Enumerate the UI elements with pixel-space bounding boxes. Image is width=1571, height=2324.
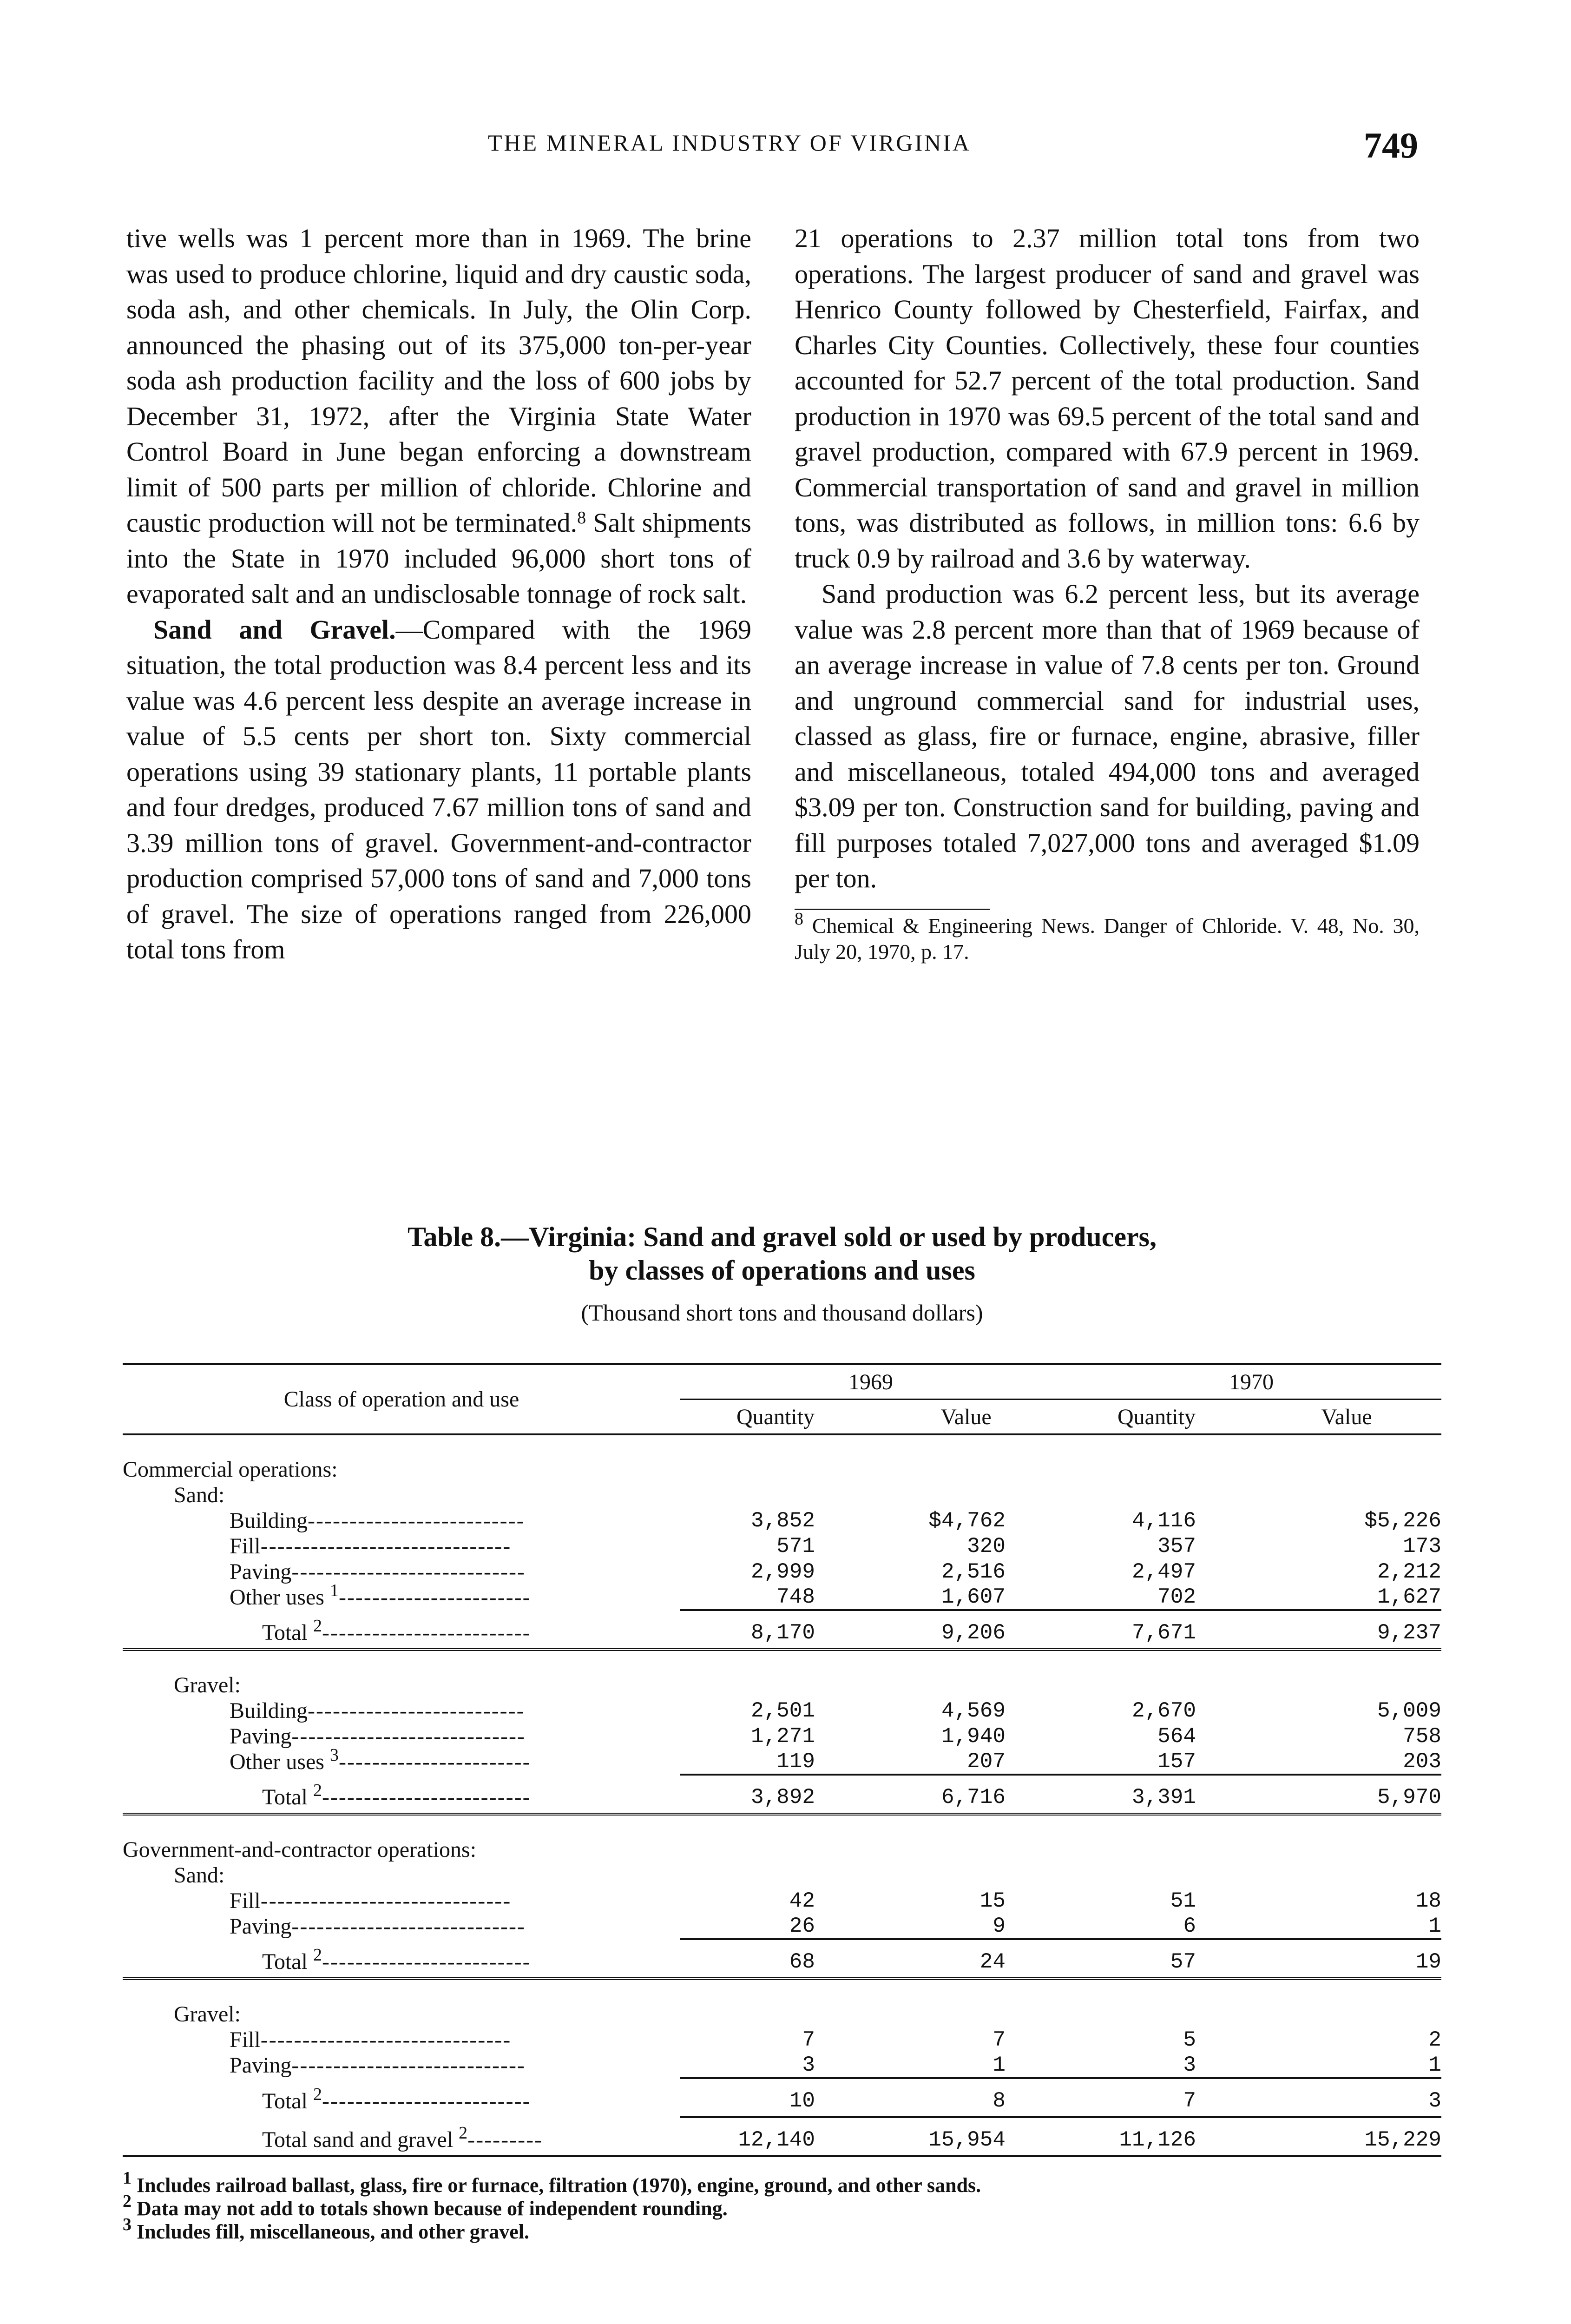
right-column bbox=[795, 221, 1420, 965]
section-row bbox=[123, 1672, 1441, 1698]
section-row bbox=[123, 2001, 1441, 2027]
col-header-value-1970: Value bbox=[1252, 1400, 1441, 1435]
cell: 42 bbox=[789, 1888, 815, 1913]
cell: 2,999 bbox=[750, 1559, 815, 1584]
cell: 5,970 bbox=[1252, 1775, 1441, 1814]
subsection-sand: Sand: bbox=[174, 1863, 225, 1888]
cell: 173 bbox=[1403, 1534, 1441, 1558]
table-row bbox=[123, 2053, 1441, 2078]
cell: $4,762 bbox=[928, 1508, 1006, 1533]
cell: 3,852 bbox=[750, 1508, 815, 1533]
cell: 1 bbox=[1428, 2053, 1441, 2077]
cell: 1,271 bbox=[750, 1724, 815, 1749]
subsection-gravel: Gravel: bbox=[174, 1673, 241, 1697]
cell: 15 bbox=[979, 1888, 1006, 1913]
cell: 5 bbox=[1183, 2027, 1196, 2052]
cell: 203 bbox=[1403, 1749, 1441, 1774]
cell: $5,226 bbox=[1364, 1508, 1441, 1533]
row-label: Paving---------------------------- bbox=[230, 1559, 526, 1584]
section-government: Government-and-contractor operations: bbox=[123, 1837, 477, 1862]
cell: 1,940 bbox=[941, 1724, 1006, 1749]
cell: 8 bbox=[871, 2078, 1061, 2117]
cell: 702 bbox=[1157, 1585, 1196, 1609]
row-label: Total $^2$------------------------- bbox=[262, 2084, 531, 2113]
sand-gravel-table bbox=[123, 1363, 1441, 2160]
cell: 1 bbox=[1428, 1914, 1441, 1938]
table-footnote-3: $^3$ Includes fill, miscellaneous, and other gravel. bbox=[123, 2215, 529, 2243]
cell: 1 bbox=[993, 2053, 1006, 2077]
footnote-rule bbox=[795, 909, 990, 910]
left-p1-text: tive wells was 1 percent more than in 1969. The brine was used to produce chlorine, liquid and dry caustic soda, soda ash, and other chemicals. In July, the Olin Corp. announced the phasing out of its 375,000 ton-per-year soda ash production facility and the loss of 600 jobs by December 31, 1972, after the Virginia State Water Control Board in June began enforcing a downstream limit of 500 parts per million of chloride. Chlorine and caustic production will not be terminated. bbox=[126, 223, 751, 538]
table-title-line-2: by classes of operations and uses bbox=[589, 1255, 975, 1286]
table-row-total bbox=[123, 1610, 1441, 1650]
table-8 bbox=[123, 1220, 1441, 2244]
page-number: 749 bbox=[1364, 125, 1418, 165]
left-column bbox=[126, 221, 751, 968]
section-row bbox=[123, 1482, 1441, 1508]
cell: 748 bbox=[776, 1585, 815, 1609]
cell: 19 bbox=[1252, 1939, 1441, 1979]
left-p1-tail: Salt shipments into the State in 1970 included 96,000 short tons of evaporated salt and an undisclosable tonnage of rock salt. bbox=[126, 508, 751, 609]
cell: 564 bbox=[1157, 1724, 1196, 1749]
cell: 6 bbox=[1183, 1914, 1196, 1938]
col-header-quantity-1969: Quantity bbox=[680, 1400, 871, 1435]
row-label: Other uses $^3$----------------------- bbox=[230, 1745, 531, 1774]
section-commercial: Commercial operations: bbox=[123, 1457, 338, 1482]
cell: 7 bbox=[1061, 2078, 1252, 2117]
cell: 758 bbox=[1403, 1724, 1441, 1749]
cell: 1,627 bbox=[1377, 1585, 1441, 1609]
cell: 3,892 bbox=[680, 1775, 871, 1814]
running-head bbox=[0, 125, 1571, 166]
table-row bbox=[123, 1585, 1441, 1610]
table-row bbox=[123, 1533, 1441, 1559]
cell: 3 bbox=[1183, 2053, 1196, 2077]
cell: 8,170 bbox=[680, 1610, 871, 1650]
right-paragraph-1: 21 operations to 2.37 million total tons from two operations. The largest producer of sand and gravel was Henrico County followed by Chesterfield, Fairfax, and Charles City Counties. Collectively, these four counties accounted for 52.7 percent of the total production. Sand production in 1970 was 69.5 percent of the total sand and gravel production, compared with 67.9 percent in 1969. Commercial transportation of sand and gravel in million tons, was distributed as follows, in million tons: 6.6 by truck 0.9 by railroad and 3.6 by waterway. bbox=[795, 223, 1420, 574]
left-p2-text: —Compared with the 1969 situation, the total production was 8.4 percent less and its value was 4.6 percent less despite an average increase in value of 5.5 cents per short ton. Sixty commercial operations using 39 stationary plants, 11 portable plants and four dredges, produced 7.67 million tons of sand and 3.39 million tons of gravel. Government-and-contractor production comprised 57,000 tons of sand and 7,000 tons of gravel. The size of operations ranged from 226,000 total tons from bbox=[126, 614, 751, 964]
footnote-text: Chemical & Engineering News. Danger of Chloride. V. 48, No. 30, July 20, 1970, p. 17. bbox=[795, 913, 1420, 964]
cell: 4,569 bbox=[941, 1698, 1006, 1723]
cell: 15,954 bbox=[871, 2117, 1061, 2156]
footnote-8 bbox=[795, 909, 1420, 965]
section-row bbox=[123, 1862, 1441, 1888]
table-row bbox=[123, 1723, 1441, 1749]
row-label: Paving---------------------------- bbox=[230, 1724, 526, 1749]
col-header-class: Class of operation and use bbox=[123, 1364, 680, 1434]
cell: 57 bbox=[1061, 1939, 1252, 1979]
cell: 3 bbox=[1252, 2078, 1441, 2117]
subsection-sand: Sand: bbox=[174, 1483, 225, 1507]
cell: 9 bbox=[993, 1914, 1006, 1938]
cell: 4,116 bbox=[1131, 1508, 1196, 1533]
table-row-total bbox=[123, 1775, 1441, 1814]
section-heading-sand-gravel: Sand and Gravel. bbox=[153, 614, 396, 645]
table-row-total bbox=[123, 2078, 1441, 2117]
row-label: Fill------------------------------ bbox=[230, 1888, 512, 1913]
table-row bbox=[123, 1508, 1441, 1533]
table-title bbox=[123, 1220, 1441, 1287]
cell: 10 bbox=[680, 2078, 871, 2117]
cell: 2,501 bbox=[750, 1698, 815, 1723]
col-header-1970: 1970 bbox=[1061, 1364, 1441, 1400]
cell: 357 bbox=[1157, 1534, 1196, 1558]
cell: 11,126 bbox=[1061, 2117, 1252, 2156]
row-label: Total sand and gravel $^2$--------- bbox=[262, 2123, 543, 2152]
cell: 24 bbox=[871, 1939, 1061, 1979]
row-label: Total $^2$------------------------- bbox=[262, 1945, 531, 1974]
cell: 1,607 bbox=[941, 1585, 1006, 1609]
running-title: THE MINERAL INDUSTRY OF VIRGINIA bbox=[488, 130, 972, 156]
cell: 3 bbox=[802, 2053, 815, 2077]
cell: 7 bbox=[802, 2027, 815, 2052]
table-row bbox=[123, 2027, 1441, 2053]
table-footnotes bbox=[123, 2168, 1441, 2244]
cell: 2 bbox=[1428, 2027, 1441, 2052]
cell: 12,140 bbox=[680, 2117, 871, 2156]
cell: 9,237 bbox=[1252, 1610, 1441, 1650]
table-row bbox=[123, 1749, 1441, 1775]
cell: 18 bbox=[1415, 1888, 1441, 1913]
table-title-line-1: Table 8.—Virginia: Sand and gravel sold or used by producers, bbox=[408, 1221, 1157, 1252]
row-label: Total $^2$------------------------- bbox=[262, 1780, 531, 1809]
table-row-grand-total bbox=[123, 2117, 1441, 2156]
footnote-mark: 8 bbox=[795, 909, 803, 929]
left-paragraph-2 bbox=[126, 612, 751, 968]
cell: 157 bbox=[1157, 1749, 1196, 1774]
row-label: Building-------------------------- bbox=[230, 1698, 525, 1723]
table-row bbox=[123, 1914, 1441, 1939]
cell: 15,229 bbox=[1252, 2117, 1441, 2156]
col-header-1969: 1969 bbox=[680, 1364, 1061, 1400]
row-label: Fill------------------------------ bbox=[230, 1534, 512, 1558]
table-subtitle: (Thousand short tons and thousand dollars) bbox=[581, 1300, 983, 1326]
left-paragraph-1 bbox=[126, 221, 751, 612]
cell: 2,516 bbox=[941, 1559, 1006, 1584]
cell: 571 bbox=[776, 1534, 815, 1558]
table-row-total bbox=[123, 1939, 1441, 1979]
section-row bbox=[123, 1457, 1441, 1482]
cell: 7 bbox=[993, 2027, 1006, 2052]
col-header-value-1969: Value bbox=[871, 1400, 1061, 1435]
row-label: Paving---------------------------- bbox=[230, 1914, 526, 1939]
row-label: Fill------------------------------ bbox=[230, 2027, 512, 2052]
row-label: Paving---------------------------- bbox=[230, 2053, 526, 2078]
col-header-quantity-1970: Quantity bbox=[1061, 1400, 1252, 1435]
table-row bbox=[123, 1559, 1441, 1585]
row-label: Building-------------------------- bbox=[230, 1508, 525, 1533]
table-row bbox=[123, 1888, 1441, 1914]
cell: 51 bbox=[1170, 1888, 1196, 1913]
cell: 6,716 bbox=[871, 1775, 1061, 1814]
cell: 2,497 bbox=[1131, 1559, 1196, 1584]
cell: 68 bbox=[680, 1939, 871, 1979]
table-footnote-2: $^2$ Data may not add to totals shown because of independent rounding. bbox=[123, 2192, 728, 2220]
subsection-gravel: Gravel: bbox=[174, 2002, 241, 2027]
table-footnote-1: $^1$ Includes railroad ballast, glass, fire or furnace, filtration (1970), engine, ground, and other sands. bbox=[123, 2168, 981, 2197]
right-paragraph-2: Sand production was 6.2 percent less, but its average value was 2.8 percent more than that of 1969 because of an average increase in value of 7.8 cents per ton. Ground and unground commercial sand for industrial uses, classed as glass, fire or furnace, engine, abrasive, filler and miscellaneous, totaled 494,000 tons and averaged $3.09 per ton. Construction sand for building, paving and fill purposes totaled 7,027,000 tons and averaged $1.09 per ton. bbox=[795, 579, 1420, 893]
cell: 5,009 bbox=[1377, 1698, 1441, 1723]
table-row bbox=[123, 1698, 1441, 1723]
cell: 7,671 bbox=[1061, 1610, 1252, 1650]
cell: 9,206 bbox=[871, 1610, 1061, 1650]
cell: 207 bbox=[967, 1749, 1006, 1774]
cell: 2,670 bbox=[1131, 1698, 1196, 1723]
footnote-ref-8: 8 bbox=[577, 508, 586, 528]
cell: 3,391 bbox=[1061, 1775, 1252, 1814]
row-label: Other uses $^1$----------------------- bbox=[230, 1581, 531, 1610]
row-label: Total $^2$------------------------- bbox=[262, 1616, 531, 1645]
cell: 2,212 bbox=[1377, 1559, 1441, 1584]
cell: 26 bbox=[789, 1914, 815, 1938]
cell: 119 bbox=[776, 1749, 815, 1774]
section-row bbox=[123, 1837, 1441, 1862]
cell: 320 bbox=[967, 1534, 1006, 1558]
